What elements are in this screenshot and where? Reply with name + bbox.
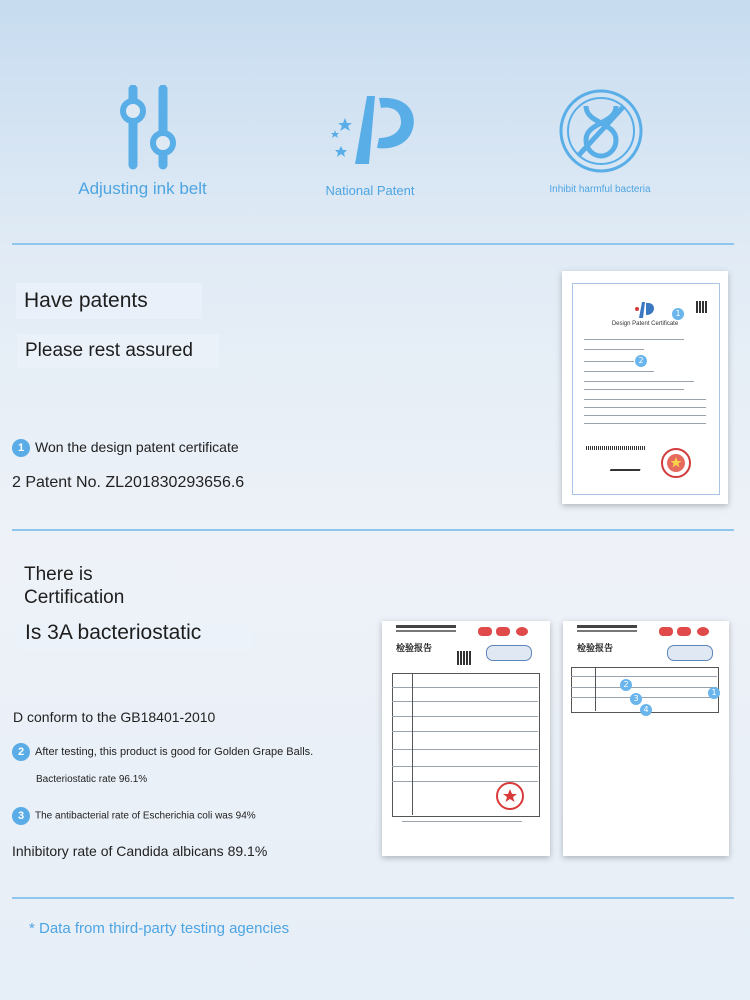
certification-marks <box>478 627 532 637</box>
certificate-line <box>584 339 684 340</box>
certificate-signature <box>610 459 644 471</box>
certificate-qr <box>696 301 708 313</box>
patent-heading: Have patents <box>16 283 202 319</box>
cert-subheading: Is 3A bacteriostatic <box>17 615 253 651</box>
table-column <box>595 667 596 711</box>
official-seal-icon <box>660 447 692 479</box>
divider <box>12 897 734 899</box>
feature-bacteria <box>535 88 665 208</box>
cnas-logo <box>486 645 532 661</box>
test-report-image-2 <box>563 621 729 856</box>
report-header <box>396 625 456 628</box>
table-line <box>392 749 538 750</box>
certificate-title: Design Patent Certificate <box>611 321 679 327</box>
report-marker: 3 <box>630 693 642 705</box>
certificate-line <box>584 415 706 416</box>
number-badge: 2 <box>12 743 30 761</box>
report-qr <box>457 651 471 665</box>
report-marker: 4 <box>640 704 652 716</box>
number-badge: 1 <box>12 439 30 457</box>
table-line <box>571 676 717 677</box>
report-marker: 2 <box>620 679 632 691</box>
patent-item-1-text: Won the design patent certificate <box>35 439 239 455</box>
signature-line <box>402 821 522 822</box>
cert-item-2-sub: Bacteriostatic rate 96.1% <box>36 774 148 785</box>
table-line <box>392 687 538 688</box>
cert-item-1: D conform to the GB18401-2010 <box>13 709 216 725</box>
table-line <box>571 687 717 688</box>
divider <box>12 529 734 531</box>
footnote: * Data from third-party testing agencies <box>29 920 290 937</box>
number-badge: 3 <box>12 807 30 825</box>
report-title: 检验报告 <box>577 644 614 654</box>
table-line <box>392 731 538 732</box>
certificate-marker: 1 <box>672 308 684 320</box>
certificate-line <box>584 381 694 382</box>
report-title: 检验报告 <box>396 644 433 654</box>
certificate-line <box>584 361 634 362</box>
cert-item-3-text: The antibacterial rate of Escherichia coli was 94% <box>35 810 256 822</box>
no-bacteria-icon <box>558 88 644 174</box>
certificate-logo-icon <box>632 301 656 319</box>
feature-adjust <box>60 80 225 205</box>
certificate-line <box>584 423 706 424</box>
cert-heading-line2: Certification <box>24 587 125 608</box>
cert-item-4: Inhibitory rate of Candida albicans 89.1% <box>12 843 268 859</box>
table-line <box>571 697 717 698</box>
feature-label: Adjusting ink belt <box>78 179 207 198</box>
cert-item-3 <box>12 807 256 825</box>
table-line <box>392 716 538 717</box>
report-header <box>577 625 637 628</box>
patent-item-1 <box>12 439 239 457</box>
patent-number: 2 Patent No. ZL201830293656.6 <box>12 474 245 491</box>
cnas-logo <box>667 645 713 661</box>
certification-marks <box>659 627 713 637</box>
report-header <box>577 630 637 632</box>
report-marker: 1 <box>708 687 720 699</box>
report-header <box>396 630 456 632</box>
cert-heading-line1: There is <box>24 564 93 585</box>
patent-logo-icon <box>325 90 425 170</box>
certificate-line <box>584 399 706 400</box>
table-line <box>392 701 538 702</box>
test-report-image-1 <box>382 621 550 856</box>
certificate-line <box>584 389 684 390</box>
feature-label: National Patent <box>325 183 415 198</box>
feature-label: Inhibit harmful bacteria <box>549 184 651 195</box>
cert-item-2-text: After testing, this product is good for Golden Grape Balls. <box>35 745 314 758</box>
adjust-sliders-icon <box>115 85 185 170</box>
patent-subheading: Please rest assured <box>17 334 219 368</box>
feature-patent <box>305 90 435 205</box>
cert-item-2 <box>12 743 313 761</box>
table-column <box>412 673 413 815</box>
certificate-line <box>584 371 654 372</box>
certificate-line <box>584 407 706 408</box>
divider <box>12 243 734 245</box>
table-line <box>392 766 538 767</box>
official-seal-icon <box>495 781 525 811</box>
certificate-line <box>584 349 644 350</box>
certificate-marker: 2 <box>635 355 647 367</box>
patent-certificate-image <box>562 271 728 504</box>
cert-heading <box>16 557 172 615</box>
certificate-barcode <box>586 446 646 450</box>
